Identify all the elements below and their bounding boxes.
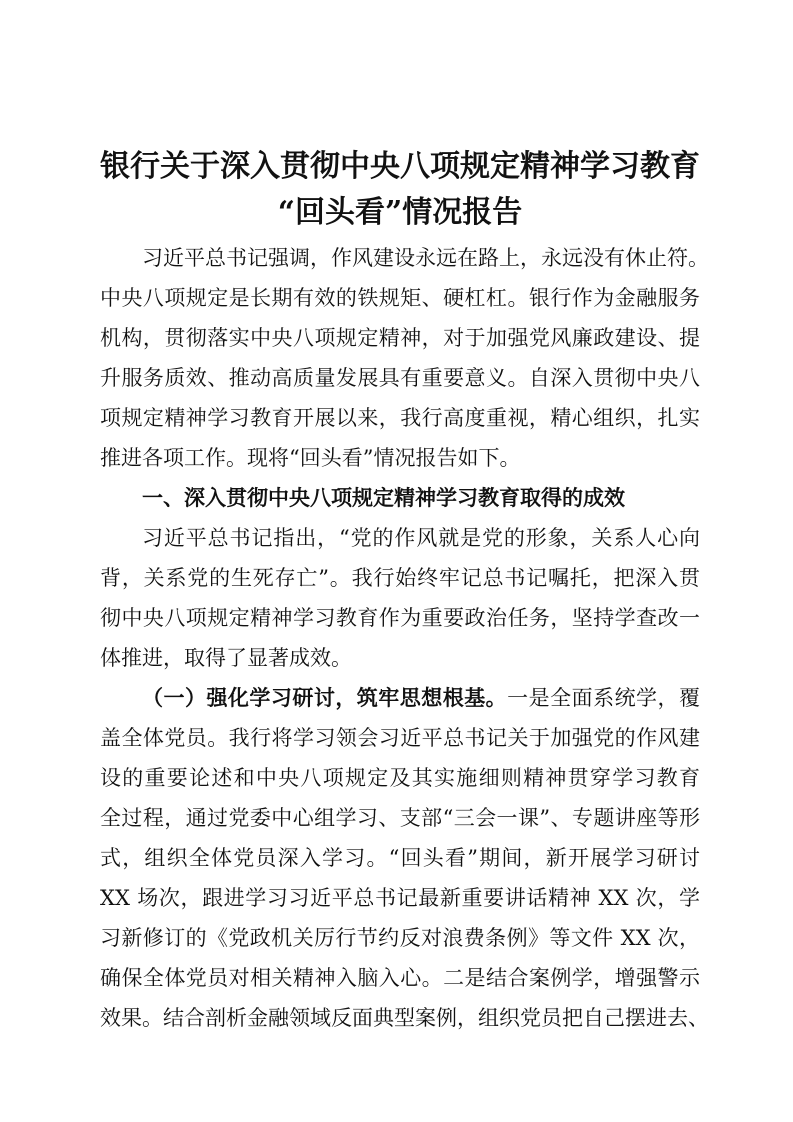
subsection-first-line [142, 678, 700, 718]
intro-line: 机构，贯彻落实中央八项规定精神，对于加强党风廉政建设、提 [100, 326, 700, 350]
section-line: 背，关系党的生死存亡”。我行始终牢记总书记嘱托，把深入贯 [100, 566, 700, 590]
document-title-line-1: 银行关于深入贯彻中央八项规定精神学习教育 [100, 149, 700, 184]
subsection-line: 全过程，通过党委中心组学习、支部“三会一课”、专题讲座等形 [100, 806, 700, 830]
intro-line: 中央八项规定是长期有效的铁规矩、硬杠杠。银行作为金融服务 [100, 286, 700, 310]
subsection-line: XX 场次，跟进学习习近平总书记最新重要讲话精神 XX 次，学 [100, 886, 700, 910]
document-title-line-2: “回头看”情况报告 [277, 195, 523, 230]
section-line: 习近平总书记指出，“党的作风就是党的形象，关系人心向 [142, 526, 700, 550]
section-line: 体推进，取得了显著成效。 [100, 646, 352, 670]
intro-line: 习近平总书记强调，作风建设永远在路上，永远没有休止符。 [142, 246, 709, 270]
intro-line: 推进各项工作。现将“回头看”情况报告如下。 [100, 446, 521, 470]
intro-line: 升服务质效、推动高质量发展具有重要意义。自深入贯彻中央八 [100, 366, 700, 390]
section-line: 彻中央八项规定精神学习教育作为重要政治任务，坚持学查改一 [100, 606, 700, 630]
subsection-lead: （一）强化学习研讨，筑牢思想根基。 [142, 685, 508, 710]
subsection-line: 习新修订的《党政机关厉行节约反对浪费条例》等文件 XX 次， [100, 926, 700, 950]
subsection-line: 设的重要论述和中央八项规定及其实施细则精神贯穿学习教育 [100, 766, 700, 790]
subsection-line: 盖全体党员。我行将学习领会习近平总书记关于加强党的作风建 [100, 726, 700, 750]
intro-line: 项规定精神学习教育开展以来，我行高度重视，精心组织，扎实 [100, 406, 700, 430]
subsection-line: 确保全体党员对相关精神入脑入心。二是结合案例学，增强警示 [100, 966, 700, 990]
section-heading: 一、深入贯彻中央八项规定精神学习教育取得的成效 [142, 486, 625, 510]
subsection-first-rest: 一是全面系统学，覆 [507, 686, 701, 710]
subsection-line: 效果。结合剖析金融领域反面典型案例，组织党员把自己摆进去、 [100, 1006, 709, 1030]
subsection-line: 式，组织全体党员深入学习。“回头看”期间，新开展学习研讨 [100, 846, 700, 870]
